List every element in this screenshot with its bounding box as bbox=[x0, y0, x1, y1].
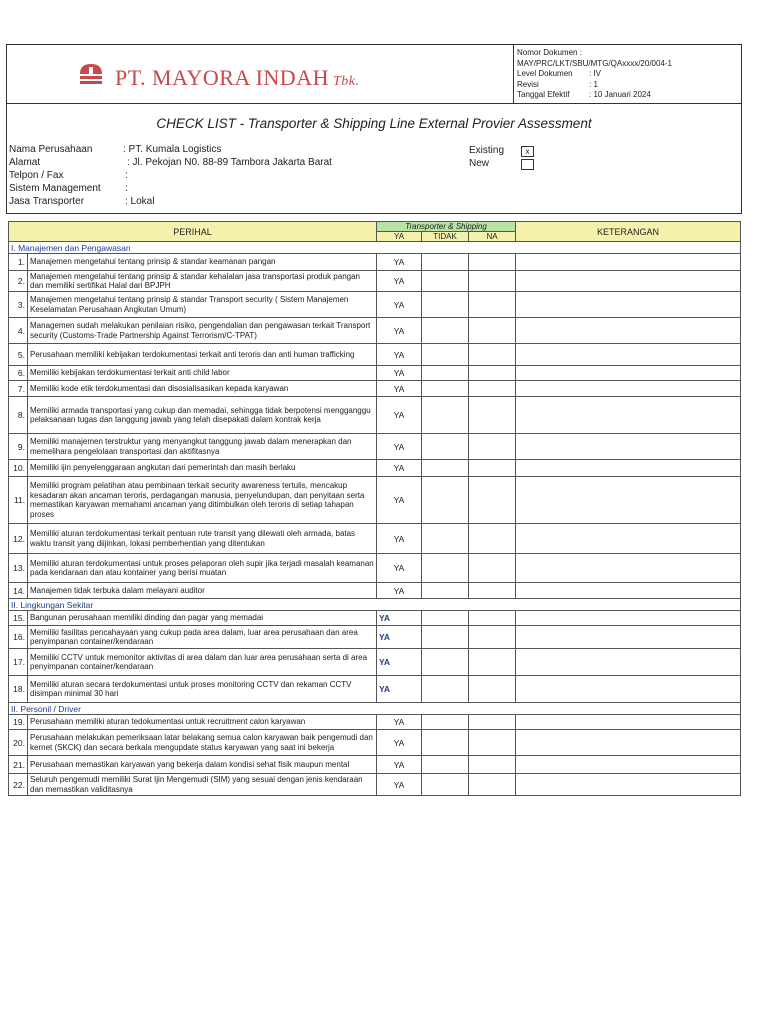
nama-label: Nama Perusahaan bbox=[9, 144, 93, 155]
na-cell[interactable] bbox=[469, 583, 516, 599]
criterion-text: Memiliki fasilitas pencahayaan yang cukup pada area dalam, luar area perusahaan dan area penyimpanan container/kendaraan bbox=[28, 626, 377, 649]
keterangan-cell[interactable] bbox=[516, 524, 741, 554]
criterion-text: Memiliki kebijakan terdokumentasi terkait anti child labor bbox=[28, 366, 377, 381]
na-cell[interactable] bbox=[469, 477, 516, 524]
ya-cell[interactable]: YA bbox=[377, 524, 422, 554]
tidak-cell[interactable] bbox=[422, 381, 469, 397]
ya-cell[interactable]: YA bbox=[377, 318, 422, 344]
telpon-label: Telpon / Fax bbox=[9, 170, 64, 181]
criterion-text: Memiliki kode etik terdokumentasi dan disosialisasikan kepada karyawan bbox=[28, 381, 377, 397]
row-number: 19. bbox=[9, 715, 28, 730]
keterangan-cell[interactable] bbox=[516, 397, 741, 434]
meta-value: : 10 Januari 2024 bbox=[589, 90, 651, 99]
keterangan-cell[interactable] bbox=[516, 554, 741, 583]
meta-value: : 1 bbox=[589, 79, 598, 89]
section-title: II. Personil / Driver bbox=[9, 703, 741, 715]
ya-cell[interactable]: YA bbox=[377, 254, 422, 271]
checklist-body bbox=[9, 242, 741, 796]
table-row bbox=[9, 676, 741, 703]
table-row bbox=[9, 460, 741, 477]
ya-cell[interactable]: YA bbox=[377, 366, 422, 381]
tidak-cell[interactable] bbox=[422, 271, 469, 292]
ya-cell[interactable]: YA bbox=[377, 381, 422, 397]
page-title: CHECK LIST - Transporter & Shipping Line External Provier Assessment bbox=[156, 116, 592, 131]
keterangan-cell[interactable] bbox=[516, 292, 741, 318]
na-cell[interactable] bbox=[469, 318, 516, 344]
table-row bbox=[9, 318, 741, 344]
perihal-header: PERIHAL bbox=[9, 222, 377, 242]
keterangan-cell[interactable] bbox=[516, 271, 741, 292]
table-row bbox=[9, 434, 741, 460]
ya-cell[interactable]: YA bbox=[377, 460, 422, 477]
tidak-cell[interactable] bbox=[422, 477, 469, 524]
criterion-text: Manajemen tidak terbuka dalam melayani auditor bbox=[28, 583, 377, 599]
telpon-value: : bbox=[125, 170, 128, 181]
keterangan-cell[interactable] bbox=[516, 460, 741, 477]
ya-cell[interactable]: YA bbox=[377, 649, 422, 676]
new-checkbox[interactable] bbox=[521, 159, 534, 170]
sistem-value: : bbox=[125, 183, 128, 194]
meta-value: MAY/PRC/LKT/SBU/MTG/QAxxxx/20/004-1 bbox=[517, 58, 673, 68]
row-number: 10. bbox=[9, 460, 28, 477]
criterion-text: Memiliki armada transportasi yang cukup dan memadai, sehingga tidak berpotensi mengganggu pelaksanaan tugas dan tanggung jawab yang telah disepakati dalam kontrak kerja bbox=[28, 397, 377, 434]
criterion-text: Memiliki ijin penyelenggaraan angkutan dari pemerintah dan masih berlaku bbox=[28, 460, 377, 477]
criterion-text: Memiliki manajemen terstruktur yang menyangkut tanggung jawab dalam menerapkan dan memelihara pengelolaan transportasi dan aktifitasnya bbox=[28, 434, 377, 460]
keterangan-cell[interactable] bbox=[516, 676, 741, 703]
row-number: 21. bbox=[9, 756, 28, 774]
tidak-cell[interactable] bbox=[422, 676, 469, 703]
na-cell[interactable] bbox=[469, 434, 516, 460]
table-row bbox=[9, 583, 741, 599]
keterangan-header: KETERANGAN bbox=[516, 222, 741, 242]
ya-cell[interactable]: YA bbox=[377, 271, 422, 292]
row-number: 15. bbox=[9, 611, 28, 626]
na-cell[interactable] bbox=[469, 254, 516, 271]
meta-label: Nomor Dokumen bbox=[517, 48, 578, 57]
keterangan-cell[interactable] bbox=[516, 715, 741, 730]
table-row bbox=[9, 554, 741, 583]
ya-cell[interactable]: YA bbox=[377, 292, 422, 318]
sistem-label: Sistem Management bbox=[9, 183, 101, 194]
keterangan-cell[interactable] bbox=[516, 381, 741, 397]
criterion-text: Memiliki CCTV untuk memonitor aktivitas di area dalam dan luar area perusahaan serta di area penyimpanan container/kendaraan bbox=[28, 649, 377, 676]
na-cell[interactable] bbox=[469, 649, 516, 676]
criterion-text: Memiliki aturan terdokumentasi untuk proses pelaporan oleh supir jika terjadi masalah keamanan pada kendaraan dan atau kontainer yang berisi muatan bbox=[28, 554, 377, 583]
na-cell[interactable] bbox=[469, 271, 516, 292]
tidak-cell[interactable] bbox=[422, 318, 469, 344]
na-cell[interactable] bbox=[469, 554, 516, 583]
keterangan-cell[interactable] bbox=[516, 366, 741, 381]
tidak-header: TIDAK bbox=[422, 232, 469, 242]
na-cell[interactable] bbox=[469, 366, 516, 381]
company-name-text: PT. MAYORA INDAH bbox=[115, 65, 329, 90]
table-row bbox=[9, 524, 741, 554]
row-number: 5. bbox=[9, 344, 28, 366]
company-logo-area bbox=[7, 45, 514, 103]
table-row bbox=[9, 756, 741, 774]
keterangan-cell[interactable] bbox=[516, 344, 741, 366]
tidak-cell[interactable] bbox=[422, 292, 469, 318]
new-label: New bbox=[469, 158, 490, 169]
tidak-cell[interactable] bbox=[422, 730, 469, 756]
ya-cell[interactable]: YA bbox=[377, 676, 422, 703]
row-number: 8. bbox=[9, 397, 28, 434]
tidak-cell[interactable] bbox=[422, 554, 469, 583]
company-info bbox=[6, 104, 742, 214]
tidak-cell[interactable] bbox=[422, 460, 469, 477]
na-cell[interactable] bbox=[469, 611, 516, 626]
na-cell[interactable] bbox=[469, 292, 516, 318]
existing-label: Existing bbox=[469, 145, 505, 156]
row-number: 11. bbox=[9, 477, 28, 524]
na-cell[interactable] bbox=[469, 524, 516, 554]
ya-cell[interactable]: YA bbox=[377, 434, 422, 460]
tidak-cell[interactable] bbox=[422, 715, 469, 730]
na-cell[interactable] bbox=[469, 397, 516, 434]
row-number: 1. bbox=[9, 254, 28, 271]
keterangan-cell[interactable] bbox=[516, 649, 741, 676]
criterion-text: Perusahaan memiliki aturan tedokumentasi untuk recruitment calon karyawan bbox=[28, 715, 377, 730]
ya-cell[interactable]: YA bbox=[377, 397, 422, 434]
tidak-cell[interactable] bbox=[422, 366, 469, 381]
criterion-text: Seluruh pengemudi memiliki Surat Ijin Mengemudi (SIM) yang sesuai dengan jenis kendaraan dan memastikan validitasnya bbox=[28, 774, 377, 796]
row-number: 13. bbox=[9, 554, 28, 583]
row-number: 17. bbox=[9, 649, 28, 676]
alamat-label: Alamat bbox=[9, 157, 41, 168]
keterangan-cell[interactable] bbox=[516, 318, 741, 344]
meta-label: Level Dokumen bbox=[517, 69, 573, 78]
criterion-text: Bangunan perusahaan memiliki dinding dan pagar yang memadai bbox=[28, 611, 377, 626]
row-number: 2. bbox=[9, 271, 28, 292]
ya-cell[interactable]: YA bbox=[377, 554, 422, 583]
table-row bbox=[9, 730, 741, 756]
table-row bbox=[9, 611, 741, 626]
tidak-cell[interactable] bbox=[422, 774, 469, 796]
ya-cell[interactable]: YA bbox=[377, 626, 422, 649]
criterion-text: Manajemen mengetahui tentang prinsip & standar kehalalan jasa transportasi produk pangan dan memiliki sertifikat Halal dari BPJPH bbox=[28, 271, 377, 292]
ya-header: YA bbox=[377, 232, 422, 242]
na-cell[interactable] bbox=[469, 756, 516, 774]
tidak-cell[interactable] bbox=[422, 626, 469, 649]
existing-checkbox[interactable]: x bbox=[521, 146, 534, 157]
row-number: 3. bbox=[9, 292, 28, 318]
table-row bbox=[9, 366, 741, 381]
na-cell[interactable] bbox=[469, 676, 516, 703]
keterangan-cell[interactable] bbox=[516, 583, 741, 599]
criterion-text: Memiliki aturan secara terdokumentasi untuk proses monitoring CCTV dan rekaman CCTV disimpan minimal 30 hari bbox=[28, 676, 377, 703]
na-cell[interactable] bbox=[469, 626, 516, 649]
tidak-cell[interactable] bbox=[422, 611, 469, 626]
ya-cell[interactable]: YA bbox=[377, 730, 422, 756]
table-row bbox=[9, 292, 741, 318]
keterangan-cell[interactable] bbox=[516, 434, 741, 460]
criterion-text: Perusahaan memastikan karyawan yang bekerja dalam kondisi sehat fisik maupun mental bbox=[28, 756, 377, 774]
alamat-value: : Jl. Pekojan N0. 88-89 Tambora Jakarta Barat bbox=[127, 157, 332, 168]
ya-cell[interactable]: YA bbox=[377, 344, 422, 366]
keterangan-cell[interactable] bbox=[516, 626, 741, 649]
jasa-value: : Lokal bbox=[125, 196, 155, 207]
criterion-text: Perusahaan melakukan pemeriksaan latar belakang semua calon karyawan baik pengemudi dan kernet (SKCK) dan secara berkala mengupdate status karyawan yang saat ini bekerja bbox=[28, 730, 377, 756]
na-cell[interactable] bbox=[469, 460, 516, 477]
na-header: NA bbox=[469, 232, 516, 242]
table-row bbox=[9, 774, 741, 796]
ya-cell[interactable]: YA bbox=[377, 774, 422, 796]
jasa-label: Jasa Transporter bbox=[9, 196, 85, 207]
tidak-cell[interactable] bbox=[422, 756, 469, 774]
checklist-page bbox=[6, 44, 742, 910]
table-row bbox=[9, 715, 741, 730]
tidak-cell[interactable] bbox=[422, 434, 469, 460]
keterangan-cell[interactable] bbox=[516, 730, 741, 756]
document-header bbox=[6, 44, 742, 104]
criterion-text: Memiliki aturan terdokumentasi terkait pentuan rute transit yang dilewati oleh armada, batas waktu transit yang diijinkan, lokasi pemberhentian yang ditentukan bbox=[28, 524, 377, 554]
criterion-text: Manajemen mengetahui tentang prinsip & standar keamanan pangan bbox=[28, 254, 377, 271]
row-number: 16. bbox=[9, 626, 28, 649]
keterangan-cell[interactable] bbox=[516, 254, 741, 271]
section-header bbox=[9, 599, 741, 611]
ya-cell[interactable]: YA bbox=[377, 477, 422, 524]
section-header bbox=[9, 703, 741, 715]
ya-cell[interactable]: YA bbox=[377, 583, 422, 599]
transporter-shipping-header: Transporter & Shipping bbox=[377, 222, 516, 232]
table-row bbox=[9, 649, 741, 676]
table-row bbox=[9, 271, 741, 292]
keterangan-cell[interactable] bbox=[516, 756, 741, 774]
table-row bbox=[9, 397, 741, 434]
table-row bbox=[9, 626, 741, 649]
section-title: II. Lingkungan Sekitar bbox=[9, 599, 741, 611]
mayora-logo-icon bbox=[77, 62, 105, 88]
row-number: 20. bbox=[9, 730, 28, 756]
tidak-cell[interactable] bbox=[422, 397, 469, 434]
keterangan-cell[interactable] bbox=[516, 611, 741, 626]
table-row bbox=[9, 477, 741, 524]
company-suffix: Tbk. bbox=[332, 74, 360, 89]
meta-value: : IV bbox=[589, 69, 602, 78]
table-row bbox=[9, 344, 741, 366]
na-cell[interactable] bbox=[469, 774, 516, 796]
criterion-text: Manajemen mengetahui tentang prinsip & standar Transport security ( Sistem Manajemen Keselamatan Perusahaan Angkutan Umum) bbox=[28, 292, 377, 318]
criterion-text: Managemen sudah melakukan penilaian risiko, pengendalian dan pengawasan terkait Transport security (Customs-Trade Partnership Against Terrorism/C-TPAT) bbox=[28, 318, 377, 344]
criterion-text: Perusahaan memiliki kebijakan terdokumentasi terkait anti teroris dan anti human trafficking bbox=[28, 344, 377, 366]
criterion-text: Memiliki program pelatihan atau pembinaan terkait security awareness tertulis, mencakup kesadaran akan ancaman teroris, perdagangan manusia, penyelundupan, dan penyitaan serta memastikan karyawan memahami ancaman yang ditimbulkan oleh teroris di setiap tahapan proses bbox=[28, 477, 377, 524]
ya-cell[interactable]: YA bbox=[377, 611, 422, 626]
tidak-cell[interactable] bbox=[422, 524, 469, 554]
na-cell[interactable] bbox=[469, 381, 516, 397]
row-number: 9. bbox=[9, 434, 28, 460]
tidak-cell[interactable] bbox=[422, 254, 469, 271]
document-meta: Nomor Dokumen : MAY/PRC/LKT/SBU/MTG/QAxxxx/20/004-1 Level Dokumen : IV Revisi : 1 Tanggal Efektif : 10 Januari 2024 bbox=[517, 48, 673, 99]
tidak-cell[interactable] bbox=[422, 344, 469, 366]
nama-value: : PT. Kumala Logistics bbox=[123, 144, 222, 155]
keterangan-cell[interactable] bbox=[516, 477, 741, 524]
ya-cell[interactable]: YA bbox=[377, 715, 422, 730]
checklist-table bbox=[8, 221, 741, 796]
section-header bbox=[9, 242, 741, 254]
row-number: 22. bbox=[9, 774, 28, 796]
table-row bbox=[9, 381, 741, 397]
na-cell[interactable] bbox=[469, 715, 516, 730]
ya-cell[interactable]: YA bbox=[377, 756, 422, 774]
na-cell[interactable] bbox=[469, 730, 516, 756]
meta-label: Tanggal Efektif bbox=[517, 90, 570, 99]
row-number: 18. bbox=[9, 676, 28, 703]
section-title: I. Manajemen dan Pengawasan bbox=[9, 242, 741, 254]
tidak-cell[interactable] bbox=[422, 583, 469, 599]
row-number: 4. bbox=[9, 318, 28, 344]
table-row bbox=[9, 254, 741, 271]
tidak-cell[interactable] bbox=[422, 649, 469, 676]
row-number: 14. bbox=[9, 583, 28, 599]
company-name bbox=[115, 65, 359, 91]
meta-label: Revisi bbox=[517, 79, 539, 89]
keterangan-cell[interactable] bbox=[516, 774, 741, 796]
row-number: 7. bbox=[9, 381, 28, 397]
row-number: 12. bbox=[9, 524, 28, 554]
na-cell[interactable] bbox=[469, 344, 516, 366]
row-number: 6. bbox=[9, 366, 28, 381]
